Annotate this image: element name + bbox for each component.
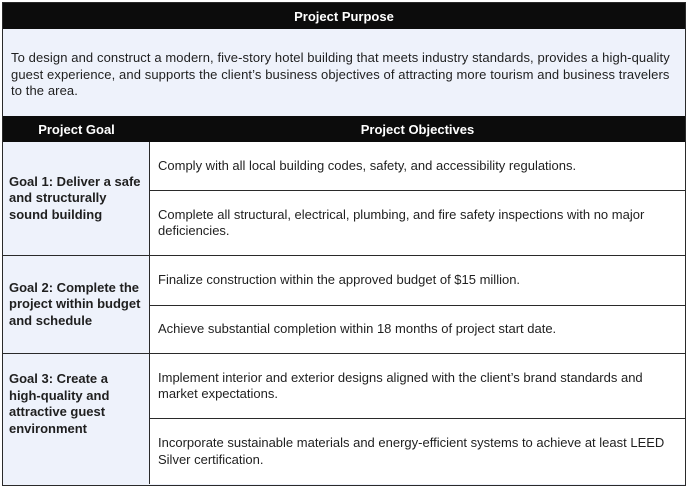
goal-cell-3: Goal 3: Create a high-quality and attractive guest environment: [3, 354, 150, 484]
goals-table-header: [3, 116, 685, 142]
goal-row-1: [3, 142, 685, 255]
objective-cell: Comply with all local building codes, safety, and accessibility regulations.: [150, 142, 685, 190]
project-document: [2, 2, 686, 486]
objective-cell: Implement interior and exterior designs aligned with the client’s brand standards and market expectations.: [150, 354, 685, 418]
objective-cell: Incorporate sustainable materials and energy-efficient systems to achieve at least LEED Silver certification.: [150, 418, 685, 484]
goal-row-3: [3, 353, 685, 484]
objective-cell: Complete all structural, electrical, plumbing, and fire safety inspections with no major deficiencies.: [150, 190, 685, 255]
project-goal-header: Project Goal: [38, 121, 115, 137]
goal-row-2: [3, 255, 685, 353]
goal-cell-1: Goal 1: Deliver a safe and structurally sound building: [3, 142, 150, 255]
objectives-column-1: [150, 142, 685, 255]
project-purpose-text: To design and construct a modern, five-story hotel building that meets industry standards, provides a high-quality guest experience, and supports the client’s business objectives of attracting more tourism and business travelers to the area.: [11, 50, 670, 98]
objectives-column-3: [150, 354, 685, 484]
project-objectives-header: Project Objectives: [360, 121, 475, 137]
project-purpose-heading: Project Purpose: [3, 3, 685, 29]
objectives-column-2: [150, 256, 685, 353]
objective-cell: Achieve substantial completion within 18 months of project start date.: [150, 305, 685, 353]
goal-cell-2: Goal 2: Complete the project within budget and schedule: [3, 256, 150, 353]
objective-cell: Finalize construction within the approved budget of $15 million.: [150, 256, 685, 305]
